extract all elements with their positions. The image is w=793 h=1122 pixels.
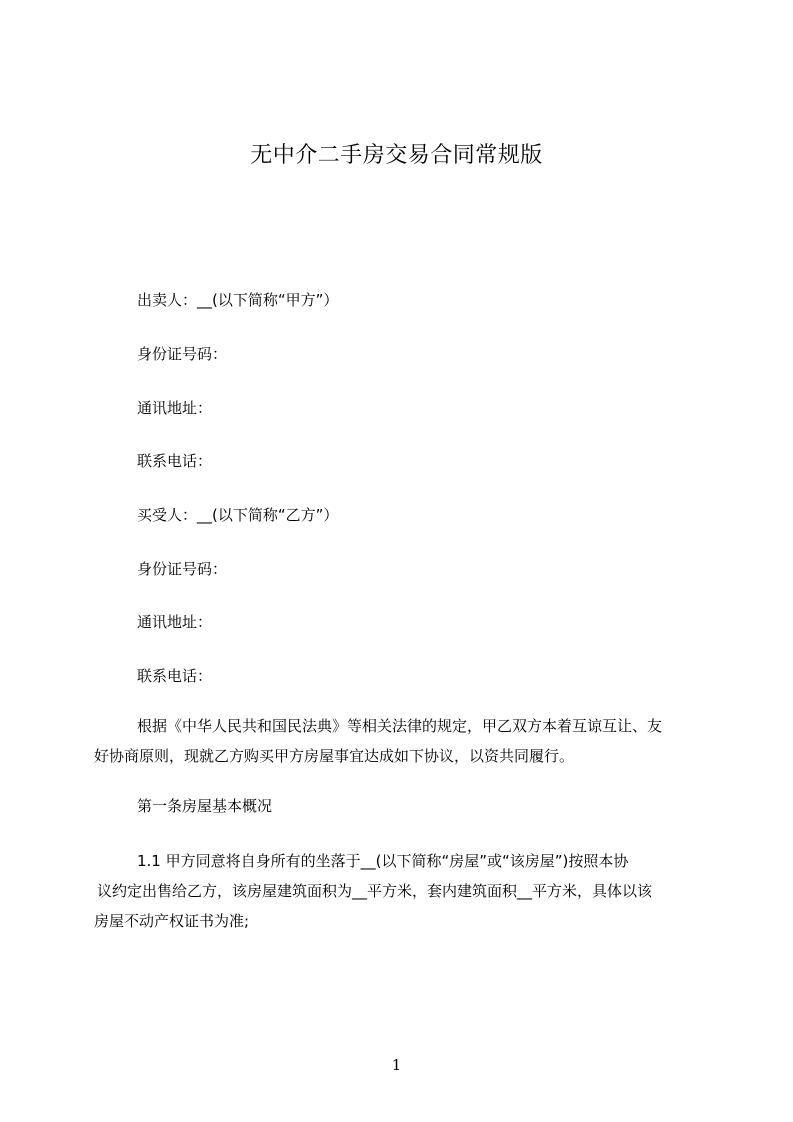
article-1-heading: 第一条房屋基本概况 — [137, 797, 273, 815]
buyer-address-line: 通讯地址： — [137, 613, 213, 631]
page-number: 1 — [391, 1056, 402, 1074]
seller-id-line: 身份证号码： — [137, 345, 228, 363]
buyer-name-line: 买受人：__(以下简称“乙方”） — [137, 506, 339, 524]
seller-name-line: 出卖人：__(以下简称“甲方”） — [137, 291, 339, 309]
seller-phone-line: 联系电话： — [137, 452, 213, 470]
preamble-line-2: 好协商原则，现就乙方购买甲方房屋事宜达成如下协议，以资共同履行。 — [94, 747, 575, 765]
clause-1-1-line-3: 房屋不动产权证书为准; — [94, 912, 250, 930]
clause-1-1-paragraph — [94, 846, 706, 936]
clause-1-1-line-1: 1.1 甲方同意将自身所有的坐落于__(以下简称“房屋”或“该房屋”)按照本协 — [137, 852, 629, 870]
clause-1-1-line-2: 议约定出售给乙方，该房屋建筑面积为__平方米，套内建筑面积__平方米，具体以该 — [97, 882, 653, 900]
preamble-paragraph — [94, 711, 706, 771]
seller-address-line: 通讯地址： — [137, 399, 213, 417]
document-title: 无中介二手房交易合同常规版 — [250, 143, 543, 168]
buyer-id-line: 身份证号码： — [137, 560, 228, 578]
preamble-line-1: 根据《中华人民共和国民法典》等相关法律的规定，甲乙双方本着互谅互让、友 — [137, 717, 663, 735]
buyer-phone-line: 联系电话： — [137, 667, 213, 685]
